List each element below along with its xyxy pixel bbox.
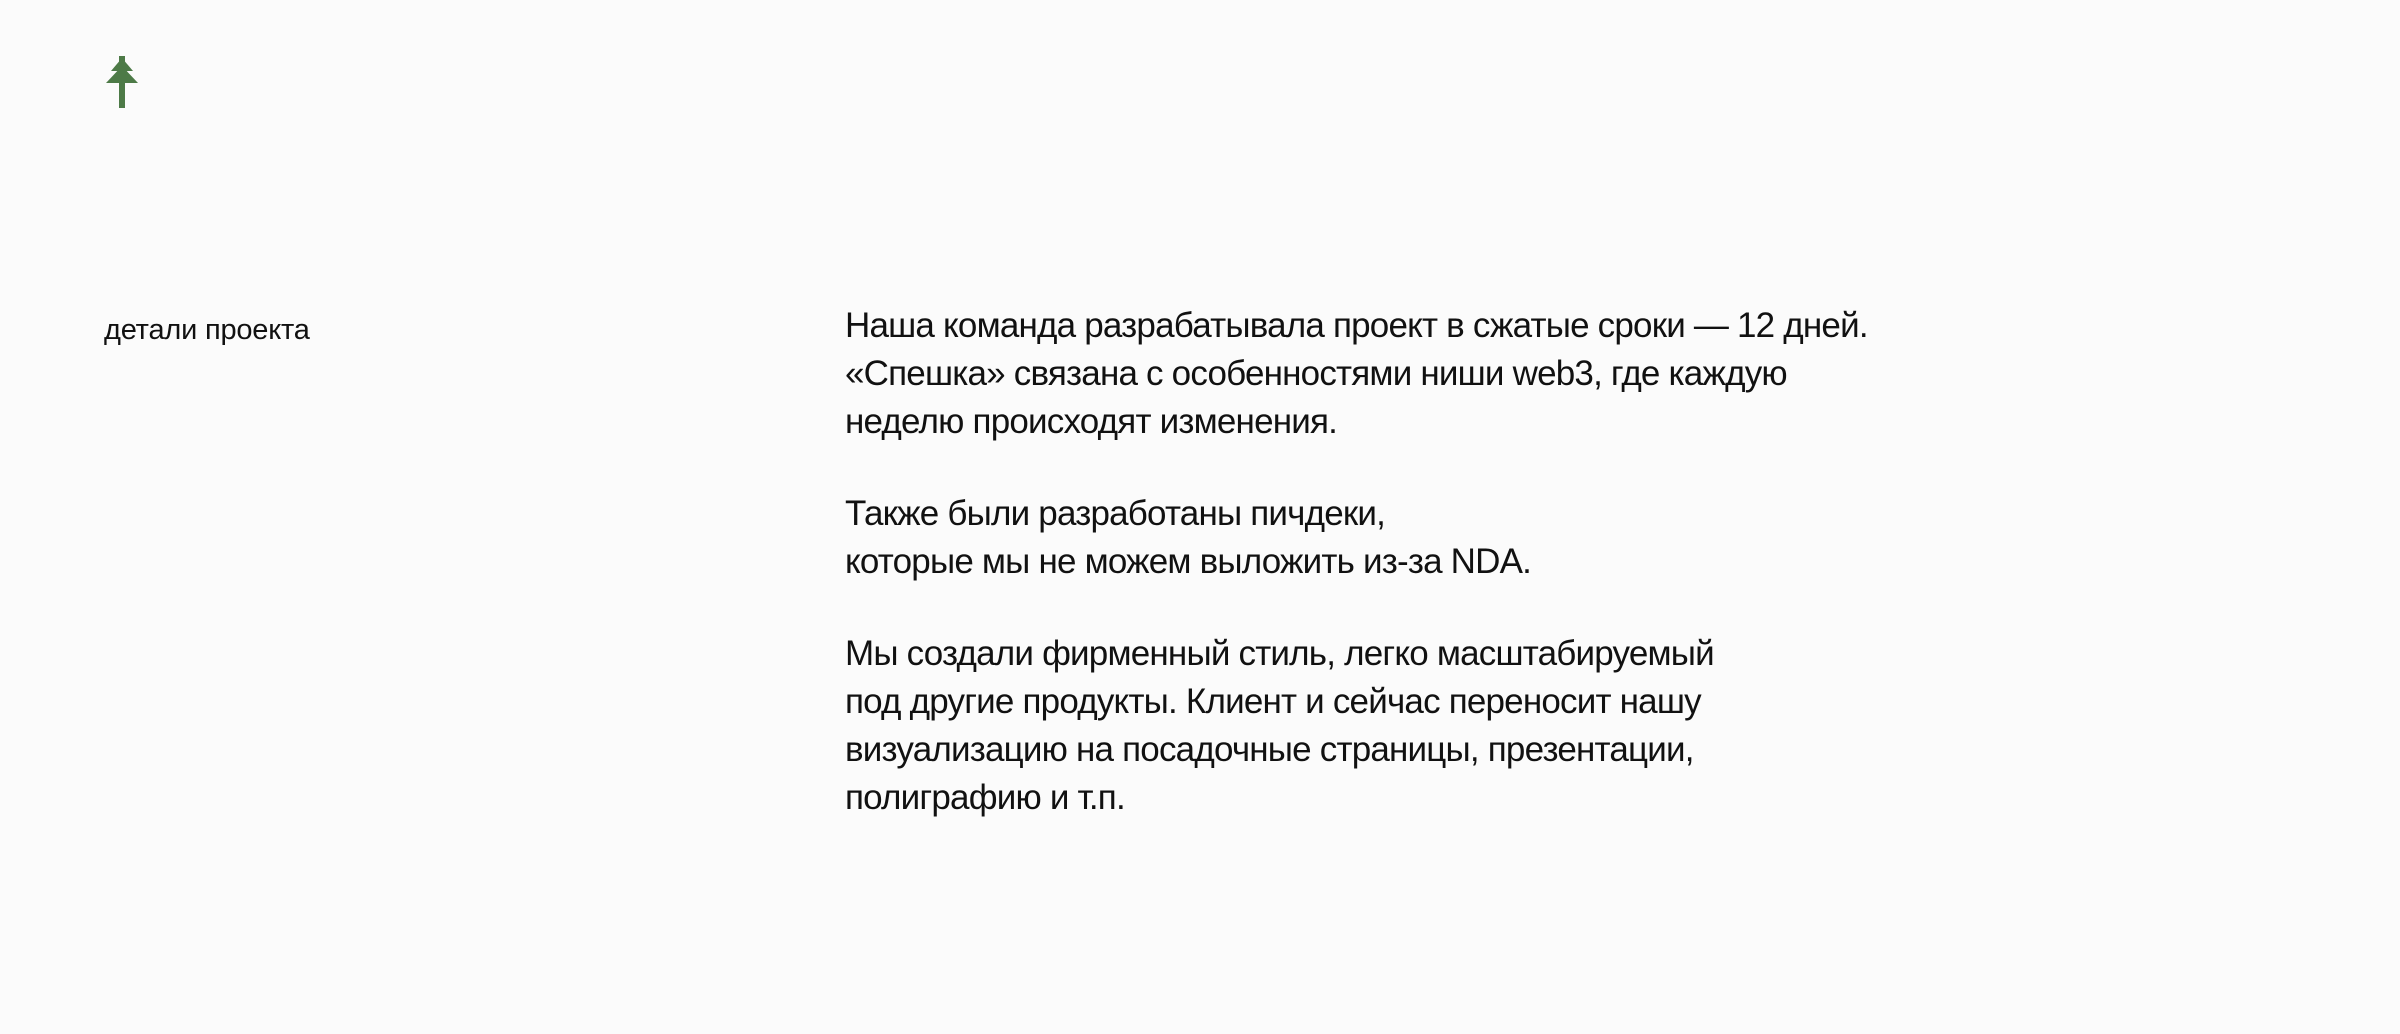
paragraph-brand-style [845,630,2145,822]
text-line: которые мы не можем выложить из-за NDA. [845,542,1532,581]
paragraph-pitchdecks [845,490,2145,586]
text-line: Мы создали фирменный стиль, легко масштабируемый [845,634,1714,673]
paragraph-timeline [845,302,2145,446]
text-line: полиграфию и т.п. [845,778,1125,817]
text-line: неделю происходят изменения. [845,402,1338,441]
text-line: визуализацию на посадочные страницы, презентации, [845,730,1694,769]
text-line: Также были разработаны пичдеки, [845,494,1386,533]
logo-link[interactable] [102,56,142,112]
pine-tree-icon [102,56,142,112]
text-line: «Спешка» связана с особенностями ниши web3, где каждую [845,354,1787,393]
text-line: под другие продукты. Клиент и сейчас переносит нашу [845,682,1701,721]
section-label: детали проекта [104,314,310,346]
project-description [845,302,2145,866]
text-line: Наша команда разрабатывала проект в сжатые сроки — 12 дней. [845,306,1868,345]
